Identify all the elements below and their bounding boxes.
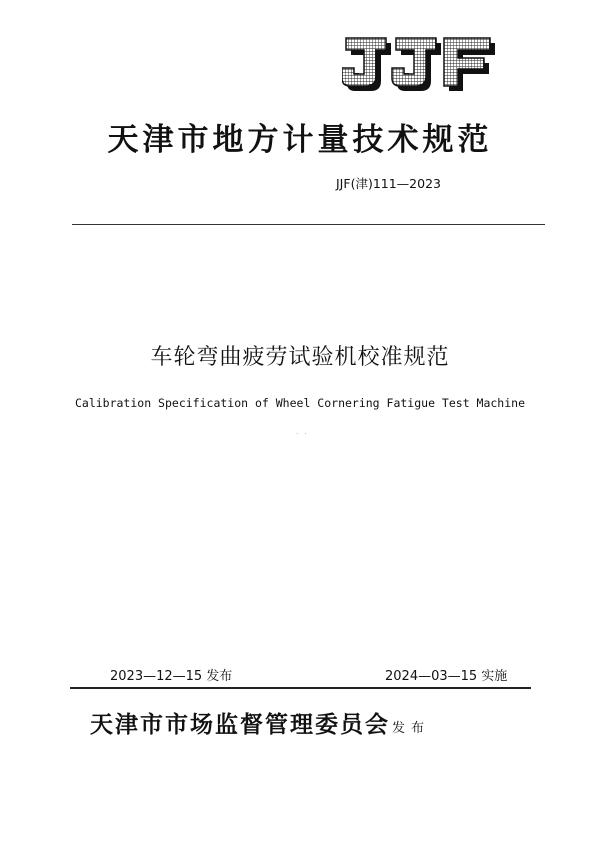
document-number: JJF(津)111—2023	[336, 176, 441, 191]
decorative-dots: · ·	[296, 430, 309, 438]
implementation-date: 2024—03—15 实施	[385, 669, 508, 684]
issue-date: 2023—12—15 发布	[110, 669, 233, 684]
bottom-divider	[70, 687, 531, 689]
document-title-chinese: 车轮弯曲疲劳试验机校准规范	[150, 345, 450, 370]
publisher-suffix: 发布	[392, 721, 431, 736]
top-divider	[72, 224, 545, 225]
document-title-english: Calibration Specification of Wheel Cornering Fatigue Test Machine	[74, 396, 526, 410]
publisher-name: 天津市市场监督管理委员会	[90, 711, 390, 738]
jjf-logo-icon	[342, 36, 502, 96]
series-title: 天津市地方计量技术规范	[107, 122, 493, 158]
publisher	[90, 706, 430, 739]
